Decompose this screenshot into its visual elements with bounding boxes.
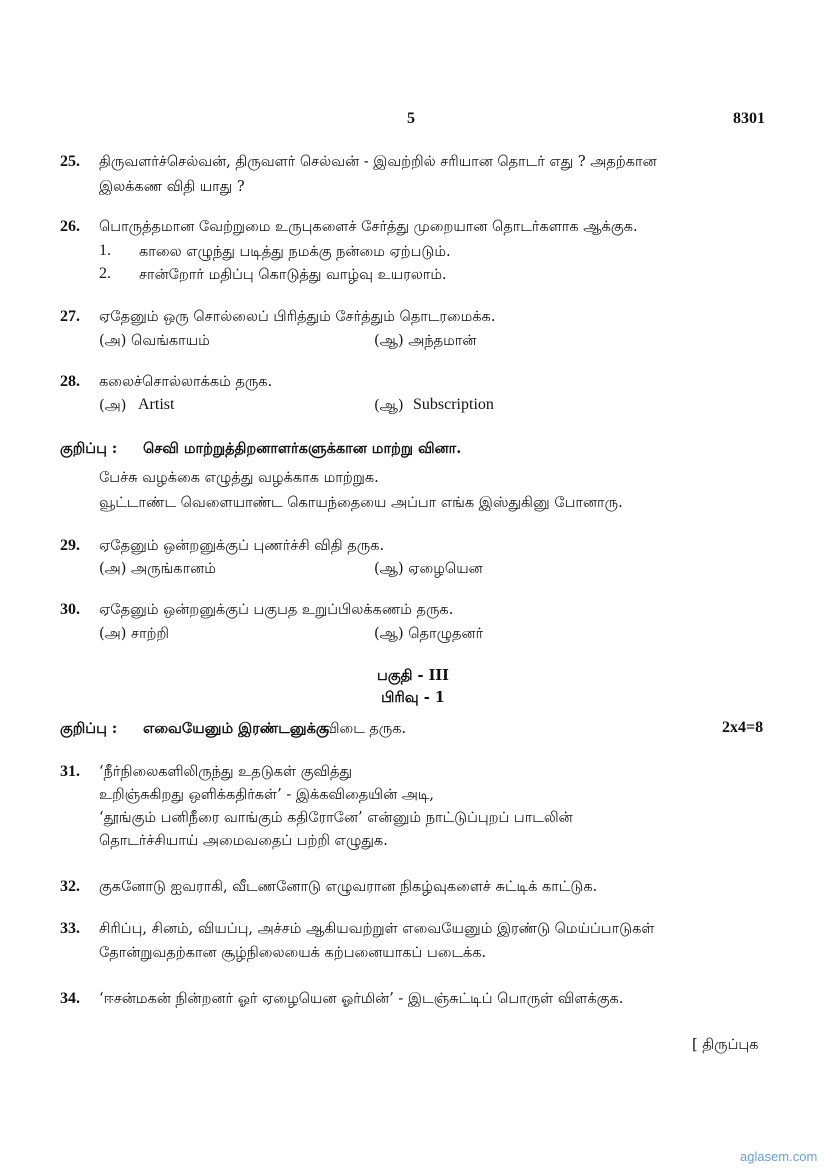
sub-item-number: 1. [99, 242, 111, 259]
question-text: குகனோடு ஐவராகி, வீடணனோடு எழுவரான நிகழ்வுகளைச் சுட்டிக் காட்டுக. [99, 879, 598, 895]
option-a: (அ) சாற்றி [99, 626, 169, 642]
question-text: தொடர்ச்சியாய் அமைவதைப் பற்றி எழுதுக. [99, 833, 388, 849]
question-text: திருவளர்ச்செல்வன், திருவளர் செல்வன் - இவற்றில் சரியான தொடர் எது ? அதற்கான [99, 154, 657, 170]
question-text: தோன்றுவதற்கான சூழ்நிலையைக் கற்பனையாகப் படைக்க. [99, 945, 487, 961]
question-number: 28. [60, 373, 80, 390]
question-text: உறிஞ்சுகிறது ஒளிக்கதிர்கள்’ - இக்கவிதையின் அடி, [99, 787, 435, 803]
question-number: 33. [60, 920, 80, 937]
question-text: ஏதேனும் ஒன்றனுக்குப் புணர்ச்சி விதி தருக. [99, 538, 385, 554]
question-text: சிரிப்பு, சினம், வியப்பு, அச்சம் ஆகியவற்றுள் எவையேனும் இரண்டு மெய்ப்பாடுகள் [99, 921, 655, 937]
watermark: aglasem.com [740, 1149, 818, 1164]
sub-item-text: காலை எழுந்து படித்து நமக்கு நன்மை ஏற்படும். [139, 244, 451, 260]
option-a: (அ) அருங்கானம் [99, 561, 216, 577]
note-instruction: பேச்சு வழக்கை எழுத்து வழக்காக மாற்றுக. [99, 470, 379, 486]
question-text: ‘தூங்கும் பனிநீரை வாங்கும் கதிரோனே’ என்னும் நாட்டுப்புறப் பாடலின் [99, 810, 573, 826]
page-number: 5 [407, 110, 415, 127]
option-b: Subscription [413, 396, 494, 413]
option-a-prefix: (அ) [99, 398, 127, 414]
section-part-heading: பகுதி - III [377, 667, 449, 684]
question-number: 25. [60, 153, 80, 170]
note-label: குறிப்பு : [60, 720, 118, 737]
sub-item-number: 2. [99, 265, 111, 282]
note-text: செவி மாற்றுத்திறனாளர்களுக்கான மாற்று வினா. [143, 440, 462, 457]
question-text: கலைச்சொல்லாக்கம் தருக. [99, 374, 273, 390]
note-bold-text: எவையேனும் இரண்டனுக்கு [143, 720, 329, 737]
turn-over-label: [ திருப்புக [692, 1037, 759, 1053]
question-text: ஏதேனும் ஒரு சொல்லைப் பிரித்தும் சேர்த்தும் தொடரமைக்க. [99, 309, 496, 325]
question-number: 31. [60, 763, 80, 780]
question-text: ‘ஈசன்மகன் நின்றனர் ஓர் ஏழையென ஓர்மின்’ - இடஞ்சுட்டிப் பொருள் விளக்குக. [99, 991, 624, 1007]
question-text: பொருத்தமான வேற்றுமை உருபுகளைச் சேர்த்து முறையான தொடர்களாக ஆக்குக. [99, 219, 638, 235]
question-text: இலக்கண விதி யாது ? [99, 179, 245, 195]
question-text: ஏதேனும் ஒன்றனுக்குப் பகுபத உறுப்பிலக்கணம் தருக. [99, 602, 454, 618]
option-a: Artist [138, 396, 175, 413]
question-number: 27. [60, 308, 80, 325]
section-division-heading: பிரிவு - 1 [381, 689, 445, 706]
option-a: (அ) வெங்காயம் [99, 333, 210, 349]
note-sentence: வூட்டாண்ட வெளையாண்ட கொயந்தையை அப்பா எங்க இஸ்துகினு போனாரு. [99, 495, 623, 511]
question-number: 32. [60, 878, 80, 895]
sub-item-text: சான்றோர் மதிப்பு கொடுத்து வாழ்வு உயரலாம். [139, 267, 447, 283]
option-b: (ஆ) தொழுதனர் [374, 626, 484, 642]
question-number: 34. [60, 990, 80, 1007]
option-b-prefix: (ஆ) [374, 398, 404, 414]
question-text: ‘நீர்நிலைகளிலிருந்து உதடுகள் குவித்து [99, 764, 353, 780]
note-label: குறிப்பு : [60, 440, 118, 457]
marks: 2x4=8 [722, 719, 764, 736]
option-b: (ஆ) ஏழையென [374, 561, 483, 577]
note-text: விடை தருக. [323, 721, 407, 737]
option-b: (ஆ) அந்தமான் [374, 333, 477, 349]
question-number: 30. [60, 601, 80, 618]
question-number: 26. [60, 218, 80, 235]
question-number: 29. [60, 537, 80, 554]
paper-code: 8301 [733, 110, 765, 127]
